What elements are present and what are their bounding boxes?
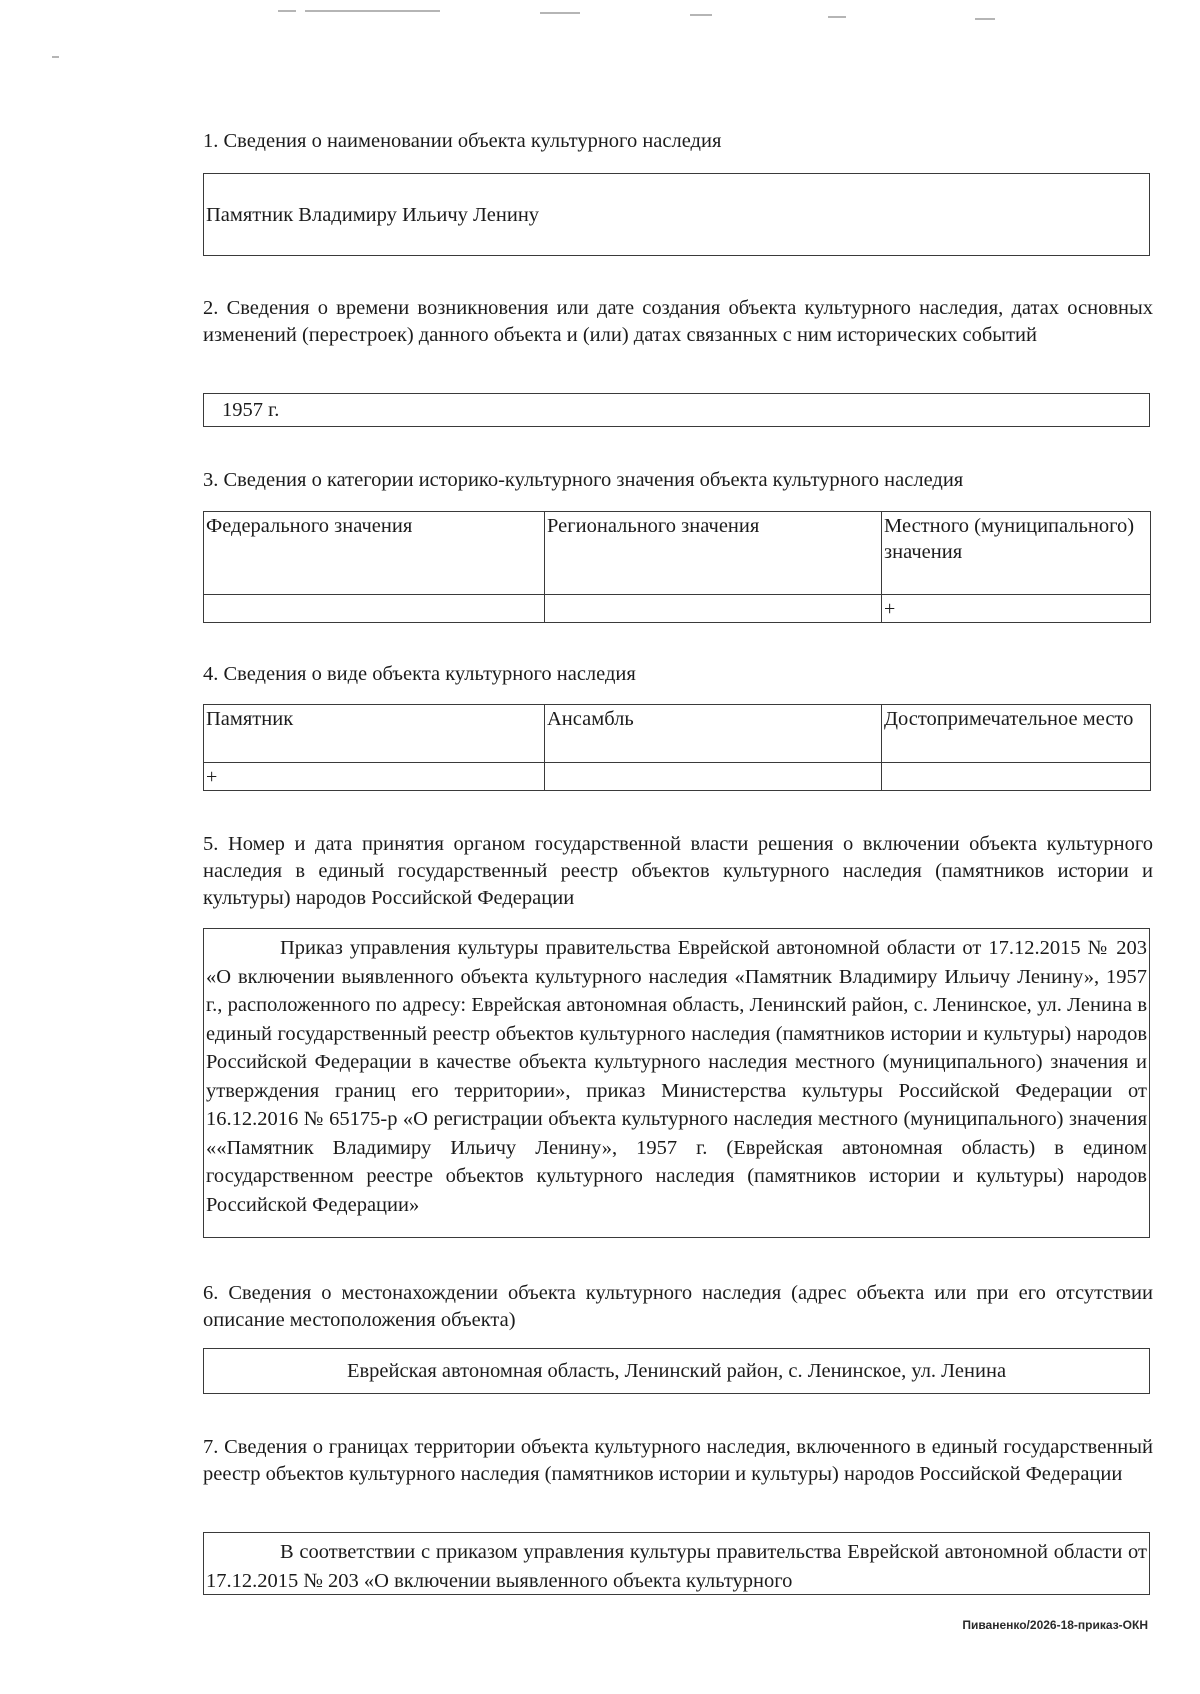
territory-boundaries-text: В соответствии с приказом управления культуры правительства Еврейской автономной области от 17.12.2015 № 203 «О включении выявленного объекта культурного xyxy=(206,1541,1147,1592)
scan-artifact xyxy=(975,18,995,20)
object-address-value: Еврейская автономная область, Ленинский район, с. Ленинское, ул. Ленина xyxy=(346,1359,1007,1382)
section-3-heading: 3. Сведения о категории историко-культурного значения объекта культурного наследия xyxy=(203,469,964,491)
local-significance-header: Местного (муниципального) значения xyxy=(882,512,1151,595)
regional-significance-header: Регионального значения xyxy=(545,512,882,595)
regional-significance-mark xyxy=(545,595,882,623)
scan-artifact xyxy=(305,10,440,12)
landmark-header: Достопримечательное место xyxy=(882,705,1151,763)
landmark-mark xyxy=(882,763,1151,791)
scan-artifact xyxy=(690,14,712,16)
table-mark-row xyxy=(204,595,1151,623)
table-mark-row xyxy=(204,763,1151,791)
object-type-table xyxy=(203,704,1151,791)
section-4-heading: 4. Сведения о виде объекта культурного наследия xyxy=(203,663,636,685)
section-7-boundaries-box xyxy=(203,1532,1150,1595)
creation-date-value: 1957 г. xyxy=(222,399,280,421)
section-7-heading: 7. Сведения о границах территории объекта культурного наследия, включенного в единый государственный реестр объектов культурного наследия (памятников истории и культуры) народов Российской Федерации xyxy=(203,1436,1153,1485)
scan-artifact xyxy=(52,56,59,58)
ensemble-header: Ансамбль xyxy=(545,705,882,763)
federal-significance-mark xyxy=(204,595,545,623)
table-header-row xyxy=(204,705,1151,763)
section-1-heading: 1. Сведения о наименовании объекта культурного наследия xyxy=(203,130,722,152)
section-2-heading: 2. Сведения о времени возникновения или дате создания объекта культурного наследия, датах основных изменений (перестроек) данного объекта и (или) датах связанных с ним исторических событий xyxy=(203,297,1153,346)
table-header-row xyxy=(204,512,1151,595)
section-5-heading: 5. Номер и дата принятия органом государственной власти решения о включении объекта культурного наследия в единый государственный реестр объектов культурного наследия (памятников истории и культуры) народов Российской Федерации xyxy=(203,833,1153,909)
section-5-registry-decision-box xyxy=(203,928,1150,1238)
local-significance-mark: + xyxy=(882,595,1151,623)
monument-header: Памятник xyxy=(204,705,545,763)
scan-artifact xyxy=(278,10,296,12)
ensemble-mark xyxy=(545,763,882,791)
monument-mark: + xyxy=(204,763,545,791)
scan-artifact xyxy=(540,12,580,14)
section-2-date-box xyxy=(203,393,1150,427)
significance-category-table xyxy=(203,511,1151,623)
section-1-object-name-box xyxy=(203,173,1150,256)
object-name-value: Памятник Владимиру Ильичу Ленину xyxy=(206,203,540,226)
document-code-footer: Пиваненко/2026-18-приказ-ОКН xyxy=(962,1618,1148,1632)
section-6-address-box xyxy=(203,1348,1150,1394)
section-6-heading: 6. Сведения о местонахождении объекта культурного наследия (адрес объекта или при его отсутствии описание местоположения объекта) xyxy=(203,1282,1153,1331)
federal-significance-header: Федерального значения xyxy=(204,512,545,595)
scan-artifact xyxy=(828,16,846,18)
registry-decision-text: Приказ управления культуры правительства Еврейской автономной области от 17.12.2015 № 203 «О включении выявленного объекта культурного наследия «Памятник Владимиру Ильичу Ленину», 1957 г., расположенного по адресу: Еврейская автономная область, Ленинский район, с. Ленинское, ул. Ленина в единый государственный реестр объектов культурного наследия (памятников истории и культуры) народов Российской Федерации в качестве объекта культурного наследия местного (муниципального) значения и утверждения границ его территории», приказ Министерства культуры Российской Федерации от 16.12.2016 № 65175-р «О регистрации объекта культурного наследия местного (муниципального) значения ««Памятник Владимиру Ильичу Ленину», 1957 г. (Еврейская автономная область) в едином государственном реестре объектов культурного наследия (памятников истории и культуры) народов Российской Федерации» xyxy=(206,937,1147,1216)
